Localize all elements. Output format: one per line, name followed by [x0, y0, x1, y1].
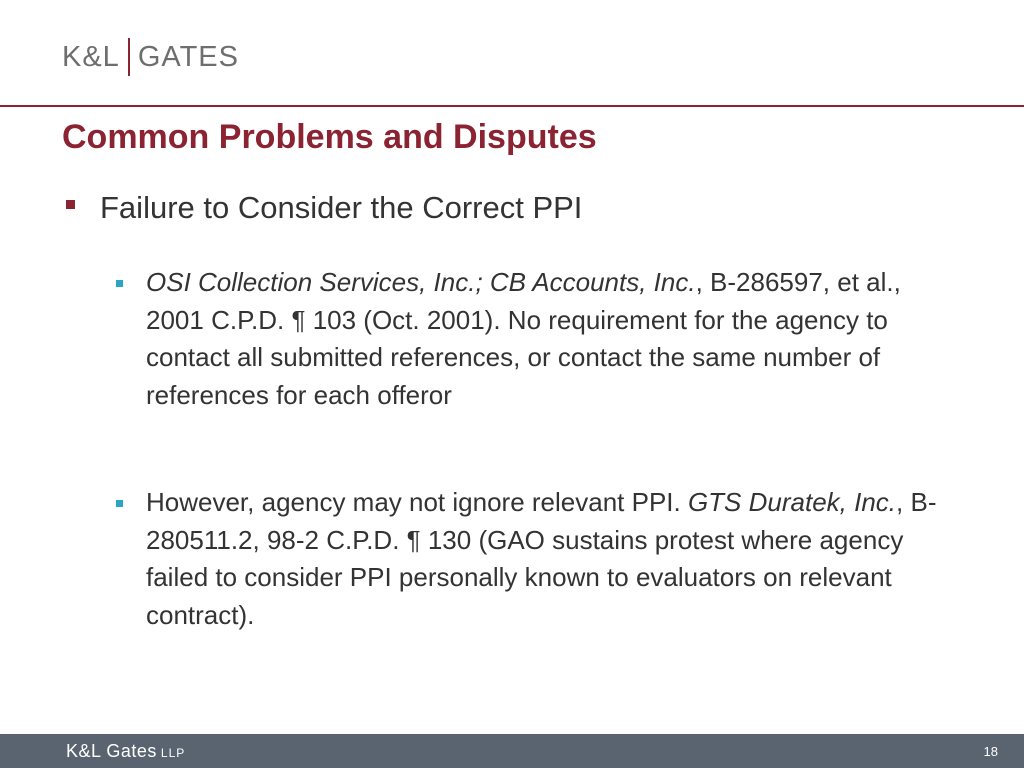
sub-bullet-lead: However, agency may not ignore relevant PPI. [146, 487, 688, 517]
sub-bullet-gts-duratek [146, 484, 946, 634]
case-citation-osi: , B-286597, et al., 2001 C.P.D. ¶ 103 (Oct. 2001). No requirement for the agency to contact all submitted references, or contact the same number of references for each offeror [146, 267, 901, 410]
bullet-failure-to-consider: Failure to Consider the Correct PPI [100, 190, 583, 225]
kl-gates-logo [62, 38, 239, 76]
footer-brand [66, 741, 185, 762]
header-divider [0, 105, 1024, 107]
page-number: 18 [983, 744, 998, 759]
footer-brand-llp: LLP [160, 746, 186, 760]
square-bullet-icon [116, 280, 123, 287]
footer-bar [0, 734, 1024, 768]
logo-separator [128, 38, 130, 76]
case-name-gts: GTS Duratek, Inc. [687, 487, 897, 517]
square-bullet-icon [116, 500, 123, 507]
footer-brand-name: K&L Gates [66, 741, 157, 761]
logo-text-kl: K&L [62, 40, 120, 73]
slide-title: Common Problems and Disputes [62, 118, 597, 156]
case-name-osi: OSI Collection Services, Inc.; CB Accounts, Inc. [146, 267, 696, 297]
logo-text-gates: GATES [137, 40, 239, 73]
case-citation-gts: , B-280511.2, 98-2 C.P.D. ¶ 130 (GAO sustains protest where agency failed to consider PPI personally known to evaluators on relevant contract). [146, 487, 937, 630]
sub-bullet-osi-collection [146, 264, 946, 414]
square-bullet-icon [66, 200, 75, 209]
